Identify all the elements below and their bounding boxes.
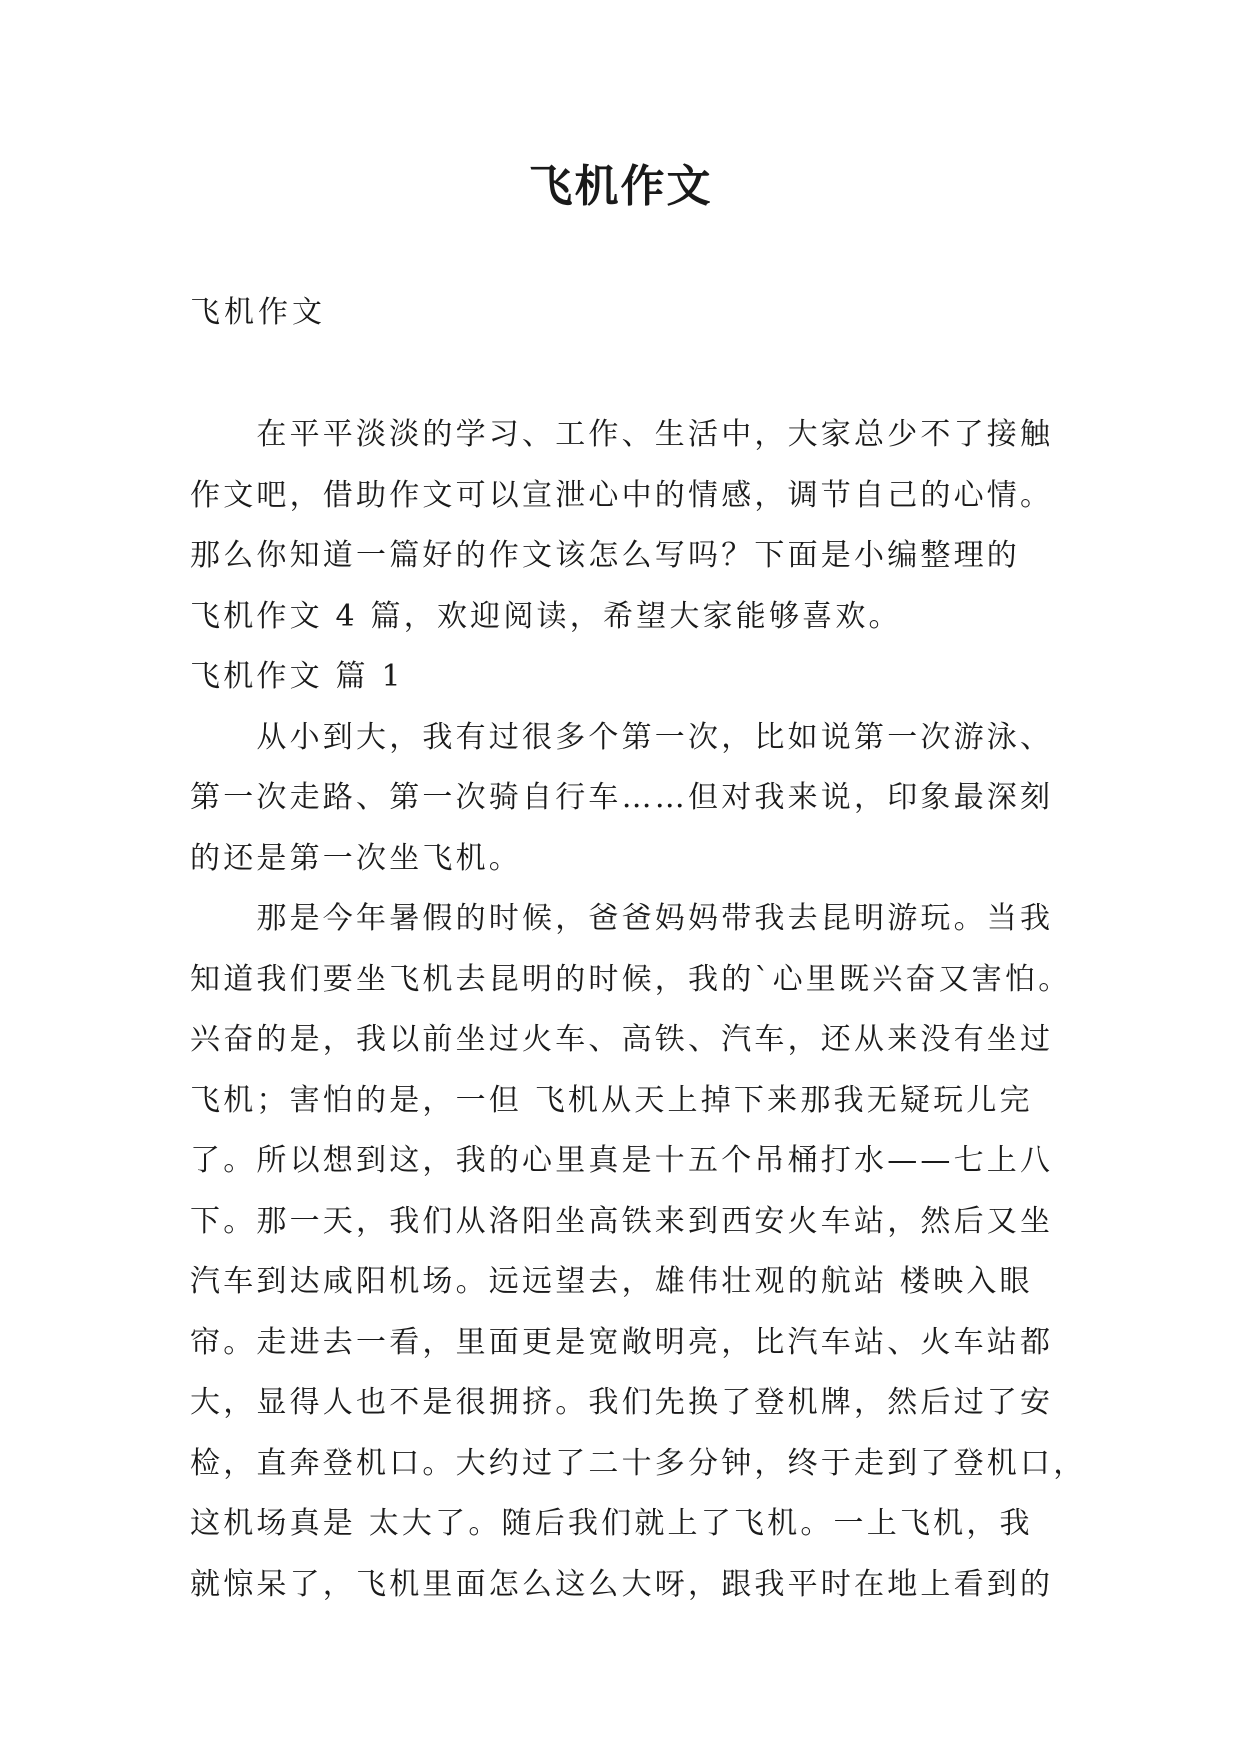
body-line: 飞机作文 4 篇，欢迎阅读，希望大家能够喜欢。 [190, 598, 902, 634]
body-line: 兴奋的是，我以前坐过火车、高铁、汽车，还从来没有坐过 [190, 1022, 1054, 1057]
section-heading: 飞机作文 篇 1 [190, 659, 404, 694]
body-line: 下。那一天，我们从洛阳坐高铁来到西安火车站，然后又坐 [190, 1203, 1054, 1239]
body-line: 从小到大，我有过很多个第一次，比如说第一次游泳、 [190, 719, 1054, 755]
body-line: 大，显得人也不是很拥挤。我们先换了登机牌，然后过了安 [190, 1385, 1054, 1420]
body-line: 检，直奔登机口。大约过了二十多分钟，终于走到了登机口， [190, 1445, 1087, 1481]
document-subtitle: 飞机作文 [190, 295, 326, 330]
body-line: 飞机；害怕的是，一但 飞机从天上掉下来那我无疑玩儿完 [190, 1082, 1033, 1118]
body-line: 第一次走路、第一次骑自行车……但对我来说，印象最深刻 [190, 780, 1054, 815]
body-line: 那么你知道一篇好的作文该怎么写吗？下面是小编整理的 [190, 538, 1020, 573]
body-line: 帘。走进去一看，里面更是宽敞明亮，比汽车站、火车站都 [190, 1324, 1054, 1360]
body-line: 作文吧，借助作文可以宣泄心中的情感，调节自己的心情。 [190, 477, 1054, 513]
body-line: 就惊呆了，飞机里面怎么这么大呀，跟我平时在地上看到的 [190, 1566, 1054, 1602]
body-line: 这机场真是 太大了。随后我们就上了飞机。一上飞机，我 [190, 1506, 1033, 1541]
body-line: 汽车到达咸阳机场。远远望去，雄伟壮观的航站 楼映入眼 [190, 1264, 1033, 1299]
body-line: 知道我们要坐飞机去昆明的时候，我的`心里既兴奋又害怕。 [190, 961, 1072, 997]
body-line: 的还是第一次坐飞机。 [190, 840, 522, 876]
document-title: 飞机作文 [528, 161, 713, 212]
body-line: 在平平淡淡的学习、工作、生活中，大家总少不了接触 [190, 417, 1054, 452]
body-line: 那是今年暑假的时候，爸爸妈妈带我去昆明游玩。当我 [190, 901, 1054, 936]
document-body [190, 405, 1087, 1615]
body-line: 了。所以想到这，我的心里真是十五个吊桶打水——七上八 [190, 1143, 1054, 1178]
